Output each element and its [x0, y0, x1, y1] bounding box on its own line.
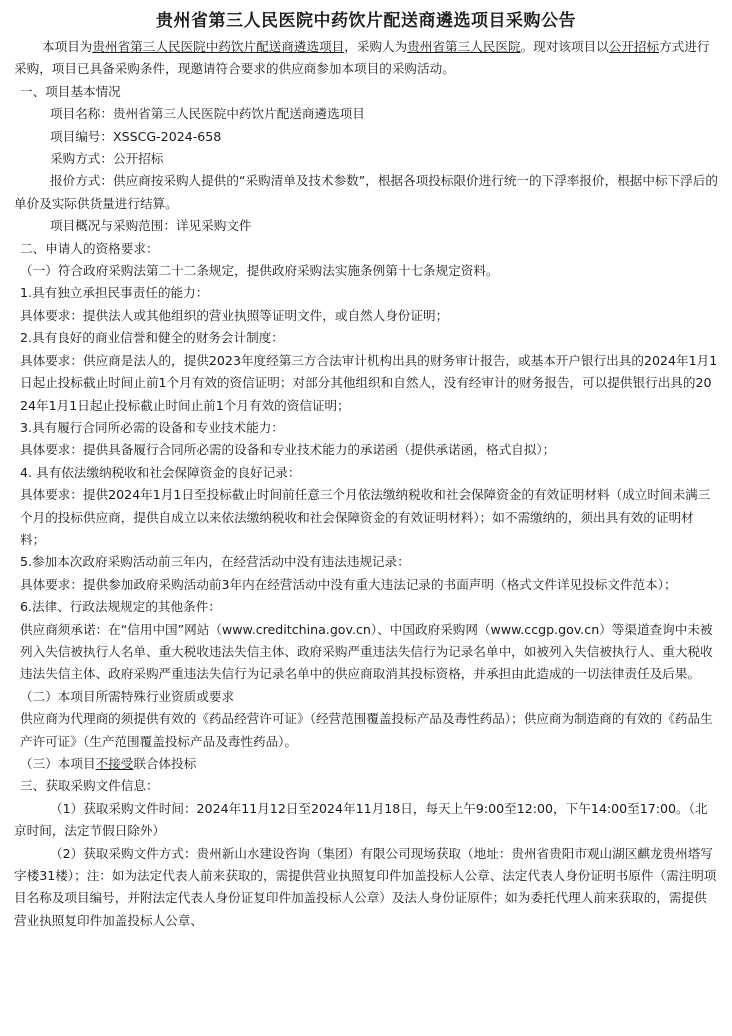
project-overview-line: 项目概况与采购范围：详见采购文件: [50, 218, 252, 234]
qualification-3-emphasis: 不接受: [95, 756, 134, 771]
document-time-line: （1）获取采购文件时间：2024年11月12日至2024年11月18日，每天上午9:00至12:00，下午14:00至17:00。（北京时间，法定节假日除外）: [14, 800, 708, 839]
section-heading-2: 二、申请人的资格要求：: [20, 240, 159, 256]
requirement-5-title: 5.参加本次政府采购活动前三年内，在经营活动中没有违法违规记录：: [20, 554, 410, 570]
intro-text-1: 本项目为: [42, 39, 93, 54]
qualification-3: [14, 753, 718, 775]
qualification-2: （二）本项目所需特殊行业资质或要求: [20, 688, 235, 704]
requirement-1-title: 1.具有独立承担民事责任的能力：: [20, 285, 209, 301]
requirement-2-detail: 具体要求：供应商是法人的，提供2023年度经第三方合法审计机构出具的财务审计报告，或基本开户银行出具的2024年1月1日起止投标截止时间止前1个月有效的资信证明；对部分其他组织和自然人，没有经审计的财务报告，可以提供银行出具的2024年1月1日起止投标截止时间止前1个月有效的资信证明；: [20, 352, 718, 413]
intro-text-4: 方式进行采购，项目已具备采购条件，现邀请符合要求的供应商参加本项目的采购活动。: [14, 39, 710, 77]
requirement-4-detail: 具体要求：提供2024年1月1日至投标截止时间前任意三个月依法缴纳税收和社会保障资金的有效证明材料（成立时间未满三个月的投标供应商，提供自成立以来依法缴纳税收和社会保障资金的有效证明材料）；如不需缴纳的，须出具有效的证明材料；: [20, 487, 711, 547]
project-code-line: 项目编号：XSSCG-2024-658: [50, 128, 222, 144]
purchaser-name: 贵州省第三人民医院: [407, 39, 521, 54]
requirement-6-title: 6.法律、行政法规规定的其他条件：: [20, 599, 221, 615]
intro-paragraph: [14, 36, 718, 81]
section-heading-3: 三、获取采购文件信息：: [20, 778, 159, 794]
procurement-method: 公开招标: [608, 39, 660, 54]
intro-text-2: ，采购人为: [344, 39, 408, 54]
requirement-2-title: 2.具有良好的商业信誉和健全的财务会计制度：: [20, 330, 284, 346]
qualification-3-prefix: （三）本项目: [20, 756, 96, 771]
requirement-1-detail: 具体要求：提供法人或其他组织的营业执照等证明文件，或自然人身份证明；: [20, 307, 449, 323]
page-title: 贵州省第三人民医院中药饮片配送商遴选项目采购公告: [156, 11, 576, 31]
intro-text-3: 。现对该项目以: [520, 39, 609, 54]
qualification-3-suffix: 联合体投标: [133, 756, 197, 771]
requirement-3-detail: 具体要求：提供具备履行合同所必需的设备和专业技术能力的承诺函（提供承诺函，格式自拟）；: [20, 442, 556, 458]
project-name-link: 贵州省第三人民医院中药饮片配送商遴选项目: [92, 39, 345, 54]
qualification-2-detail: 供应商为代理商的须提供有效的《药品经营许可证》（经营范围覆盖投标产品及毒性药品）；供应商为制造商的有效的《药品生产许可证》（生产范围覆盖投标产品及毒性药品）。: [20, 711, 713, 749]
quotation-method-line: 报价方式：供应商按采购人提供的“采购清单及技术参数”，根据各项投标限价进行统一的下浮率报价，根据中标下浮后的单价及实际供货量进行结算。: [14, 173, 718, 211]
announcement-page: [0, 10, 732, 1036]
requirement-4-title: 4. 具有依法缴纳税收和社会保障资金的良好记录：: [20, 464, 301, 480]
qualification-1: （一）符合政府采购法第二十二条规定，提供政府采购法实施条例第十七条规定资料。: [20, 263, 499, 279]
project-name-line: 项目名称：贵州省第三人民医院中药饮片配送商遴选项目: [50, 106, 365, 122]
requirement-6-detail: 供应商须承诺：在“信用中国”网站（www.creditchina.gov.cn）、中国政府采购网（www.ccgp.gov.cn）等渠道查询中未被列入失信被执行人名单、重大税收违法失信主体、政府采购严重违法失信行为记录名单中，如被列入失信被执行人、重大税收违法失信主体、政府采购严重违法失信行为记录名单中的供应商取消其投标资格，并承担由此造成的一切法律责任及后果。: [20, 621, 713, 682]
requirement-3-title: 3.具有履行合同所必需的设备和专业技术能力：: [20, 419, 284, 435]
document-method-line: （2）获取采购文件方式：贵州新山水建设咨询（集团）有限公司现场获取（地址：贵州省贵阳市观山湖区麒龙贵州塔写字楼31楼）；注：如为法定代表人前来获取的，需提供营业执照复印件加盖投标人公章、法定代表人身份证明书原件（需注明项目名称及项目编号，并附法定代表人身份证复印件加盖投标人公章）及法人身份证原件；如为委托代理人前来获取的，需提供营业执照复印件加盖投标人公章、: [14, 845, 717, 928]
procurement-method-line: 采购方式：公开招标: [50, 151, 164, 167]
section-heading-1: 一、项目基本情况: [20, 83, 121, 99]
requirement-5-detail: 具体要求：提供参加政府采购活动前3年内在经营活动中没有重大违法记录的书面声明（格式文件详见投标文件范本）；: [20, 576, 677, 592]
